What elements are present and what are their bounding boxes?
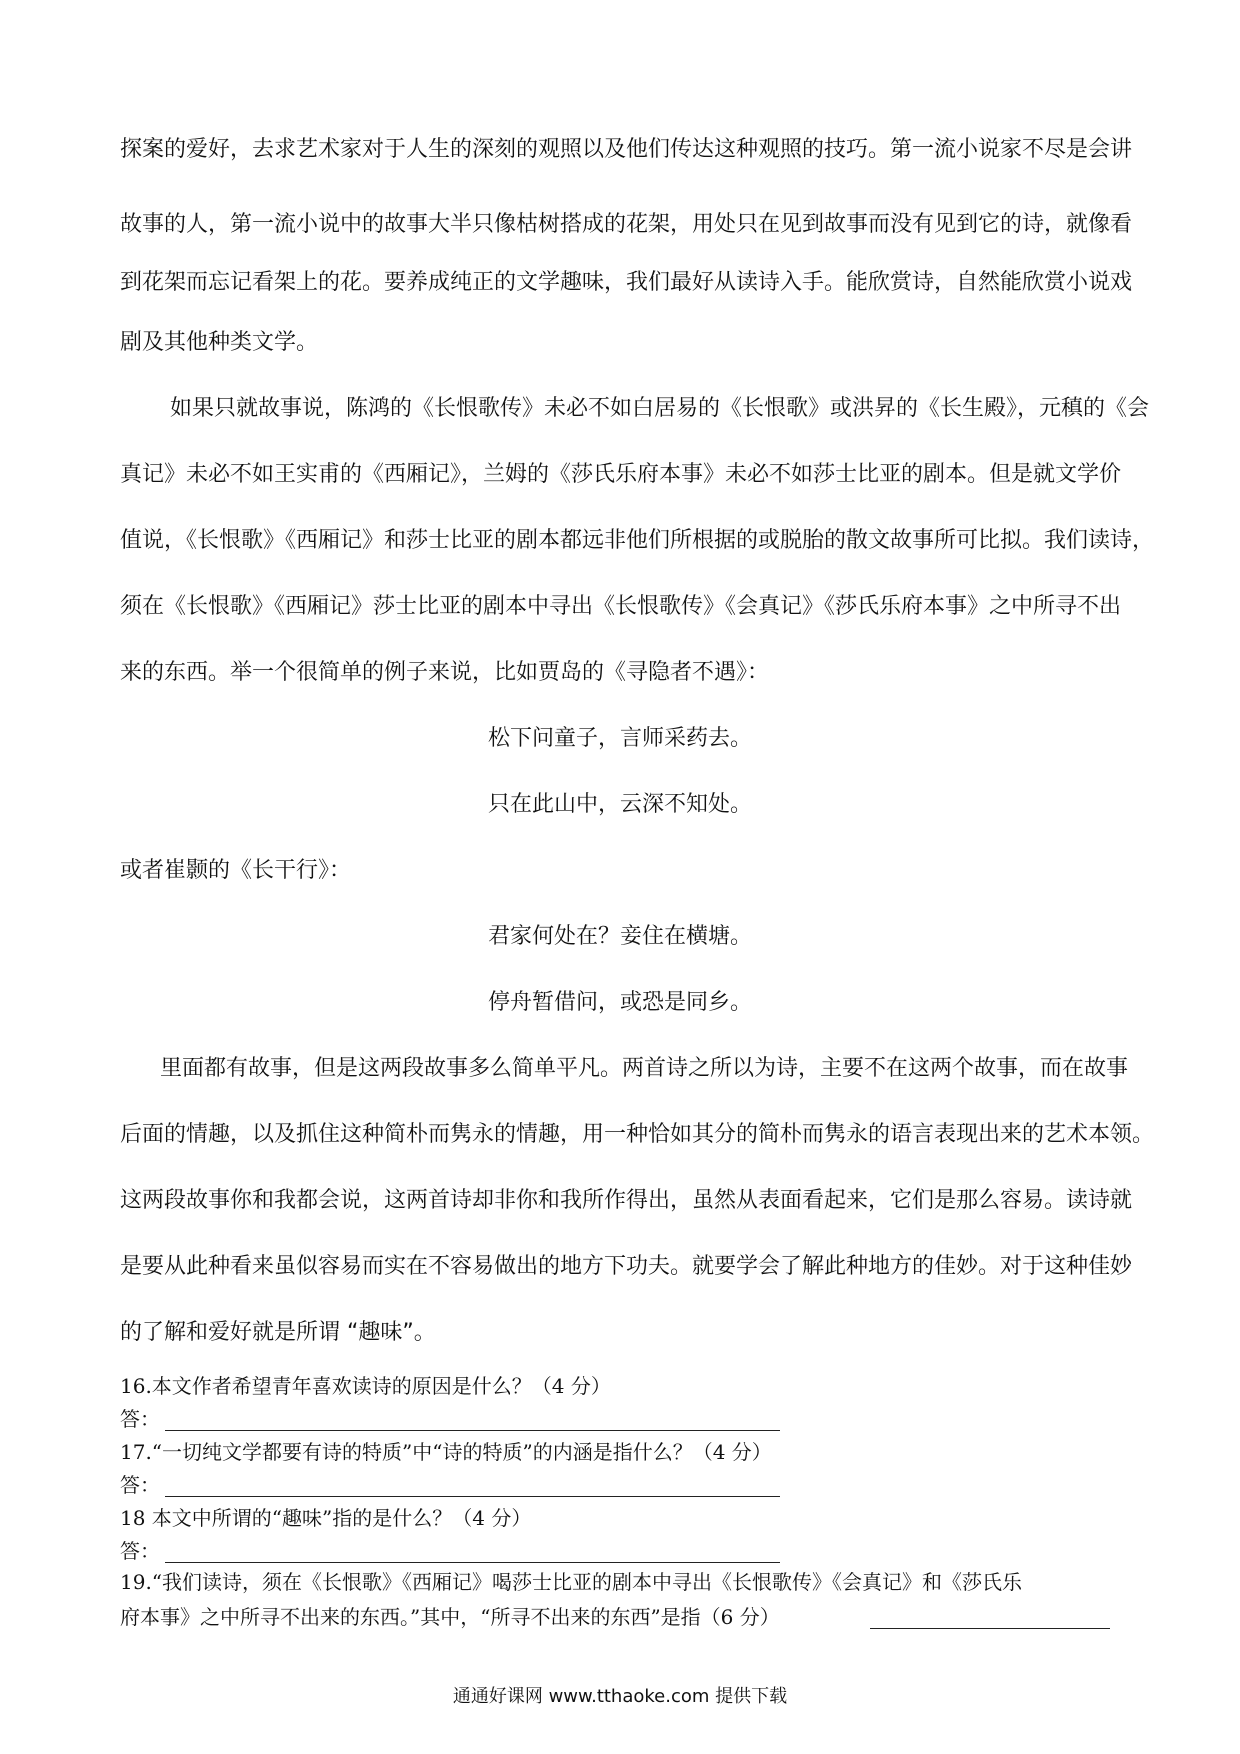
poem-1-line-2: 只在此山中，云深不知处。 xyxy=(487,792,752,817)
paragraph-2-line-4: 须在《长恨歌》《西厢记》莎士比亚的剧本中寻出《长恨歌传》《会真记》《莎氏乐府本事》之中所寻不出 xyxy=(120,594,1122,619)
question-18: 18 本文中所谓的“趣味”指的是什么？（4 分） xyxy=(120,1506,532,1530)
answer-line-17[interactable] xyxy=(165,1496,780,1497)
paragraph-2-line-5: 来的东西。举一个很简单的例子来说，比如贾岛的《寻隐者不遇》： xyxy=(120,660,770,685)
question-17: 17.“一切纯文学都要有诗的特质”中“诗的特质”的内涵是指什么？（4 分） xyxy=(120,1440,772,1464)
paragraph-3-line-5: 的了解和爱好就是所谓 “趣味”。 xyxy=(120,1320,436,1345)
poem-2-intro: 或者崔颢的《长干行》： xyxy=(120,858,352,883)
paragraph-3-line-2: 后面的情趣，以及抓住这种简朴而隽永的情趣，用一种恰如其分的简朴而隽永的语言表现出来的艺术本领。 xyxy=(120,1122,1155,1147)
paragraph-2-line-1: 如果只就故事说，陈鸿的《长恨歌传》未必不如白居易的《长恨歌》或洪昇的《长生殿》，元稹的《会 xyxy=(170,396,1150,421)
paragraph-2-line-3: 值说，《长恨歌》《西厢记》和莎士比亚的剧本都远非他们所根据的或脱胎的散文故事所可比拟。我们读诗， xyxy=(120,528,1155,553)
question-16: 16.本文作者希望青年喜欢读诗的原因是什么？（4 分） xyxy=(120,1374,611,1398)
page-footer: 通通好课网 www.tthaoke.com 提供下载 xyxy=(452,1686,788,1707)
poem-2-line-2: 停舟暂借问，或恐是同乡。 xyxy=(487,990,752,1015)
answer-label-16: 答： xyxy=(120,1407,160,1431)
answer-line-16[interactable] xyxy=(165,1430,780,1431)
paragraph-3-line-3: 这两段故事你和我都会说，这两首诗却非你和我所作得出，虽然从表面看起来，它们是那么容易。读诗就 xyxy=(120,1188,1133,1213)
paragraph-2-line-2: 真记》未必不如王实甫的《西厢记》，兰姆的《莎氏乐府本事》未必不如莎士比亚的剧本。但是就文学价 xyxy=(120,462,1122,487)
answer-label-18: 答： xyxy=(120,1539,160,1563)
poem-2-line-1: 君家何处在？妾住在横塘。 xyxy=(487,924,752,949)
paragraph-1-line-4: 剧及其他种类文学。 xyxy=(120,330,319,355)
paragraph-3-line-1: 里面都有故事，但是这两段故事多么简单平凡。两首诗之所以为诗，主要不在这两个故事，而在故事 xyxy=(160,1056,1129,1081)
paragraph-1-line-1: 探案的爱好，去求艺术家对于人生的深刻的观照以及他们传达这种观照的技巧。第一流小说家不尽是会讲 xyxy=(120,137,1133,162)
question-19-line-1: 19.“我们读诗，须在《长恨歌》《西厢记》喝莎士比亚的剧本中寻出《长恨歌传》《会真记》和《莎氏乐 xyxy=(120,1570,1023,1594)
paragraph-3-line-4: 是要从此种看来虽似容易而实在不容易做出的地方下功夫。就要学会了解此种地方的佳妙。对于这种佳妙 xyxy=(120,1254,1133,1279)
answer-line-18[interactable] xyxy=(165,1562,780,1563)
paragraph-1-line-3: 到花架而忘记看架上的花。要养成纯正的文学趣味，我们最好从读诗入手。能欣赏诗，自然能欣赏小说戏 xyxy=(120,270,1133,295)
poem-1-line-1: 松下问童子，言师采药去。 xyxy=(487,726,752,751)
answer-line-19[interactable] xyxy=(870,1628,1110,1629)
answer-label-17: 答： xyxy=(120,1473,160,1497)
paragraph-1-line-2: 故事的人，第一流小说中的故事大半只像枯树搭成的花架，用处只在见到故事而没有见到它的诗，就像看 xyxy=(120,212,1133,237)
question-19-line-2: 府本事》之中所寻不出来的东西。”其中，“所寻不出来的东西”是指（6 分） xyxy=(120,1605,780,1629)
